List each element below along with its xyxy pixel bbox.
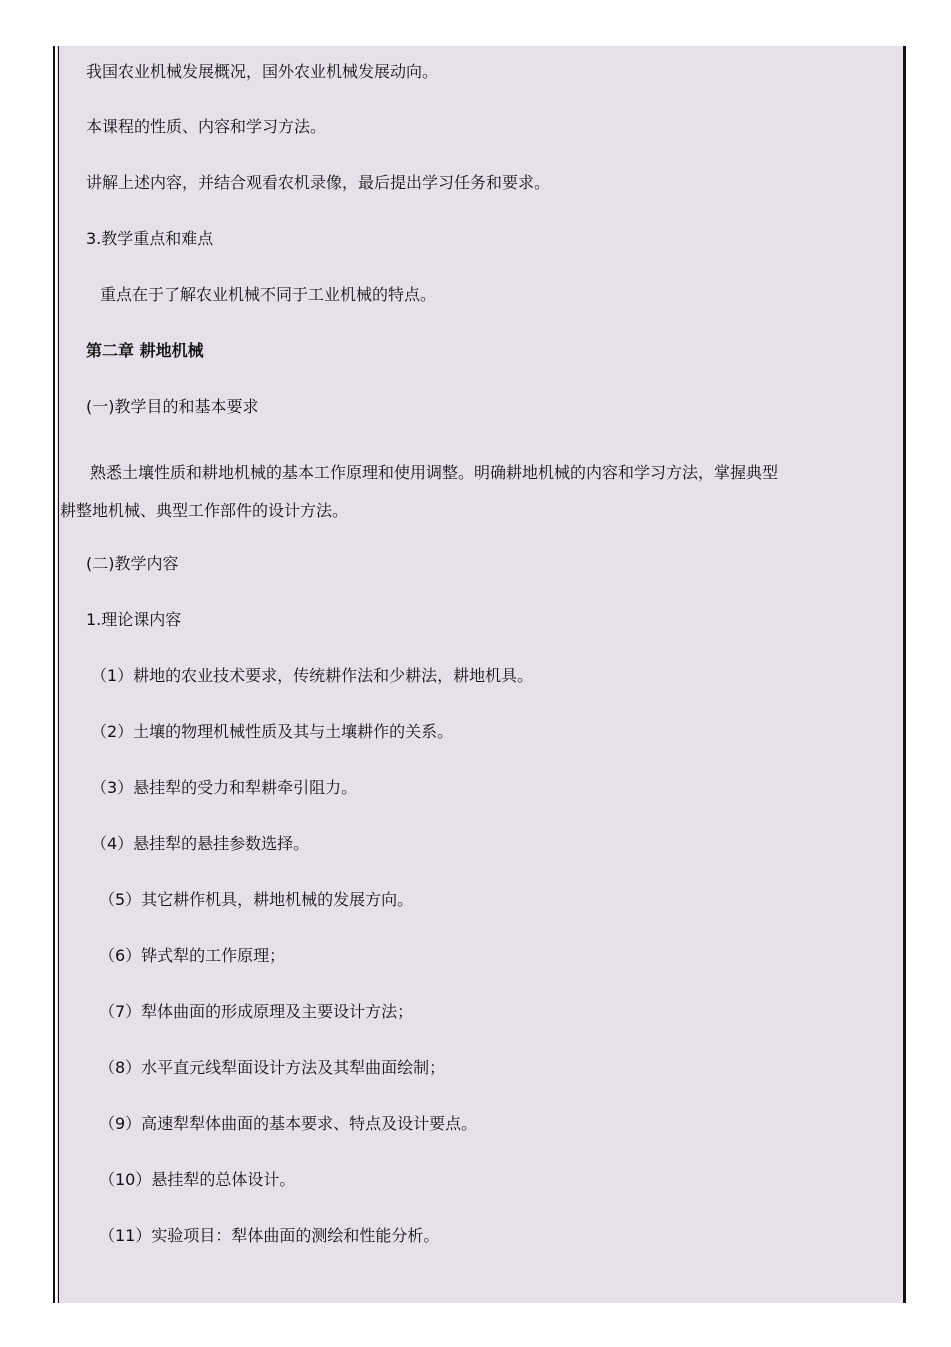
paragraph-teaching-method: 讲解上述内容，并结合观看农机录像，最后提出学习任务和要求。 — [86, 173, 551, 192]
list-item: （1）耕地的农业技术要求，传统耕作法和少耕法，耕地机具。 — [91, 666, 534, 685]
chapter-title: 第二章 耕地机械 — [86, 341, 204, 360]
list-item: （10）悬挂犁的总体设计。 — [99, 1170, 296, 1189]
table-border-left-outer — [53, 46, 55, 1303]
heading-content: (二)教学内容 — [86, 554, 179, 573]
paragraph-key-point-text: 重点在于了解农业机械不同于工业机械的特点。 — [100, 285, 437, 304]
heading-key-points: 3.教学重点和难点 — [86, 229, 214, 248]
list-item: （8）水平直元线犁面设计方法及其犁曲面绘制； — [99, 1058, 446, 1077]
list-item: （3）悬挂犁的受力和犁耕牵引阻力。 — [91, 778, 358, 797]
list-item: （7）犁体曲面的形成原理及主要设计方法； — [99, 1002, 414, 1021]
paragraph-development-overview: 我国农业机械发展概况，国外农业机械发展动向。 — [86, 62, 439, 81]
table-border-left-inner — [58, 46, 59, 1303]
list-item: （11）实验项目：犁体曲面的测绘和性能分析。 — [99, 1226, 440, 1245]
list-item: （6）铧式犁的工作原理； — [99, 946, 286, 965]
heading-theory-content: 1.理论课内容 — [86, 610, 182, 629]
paragraph-objectives-line-1: 熟悉土壤性质和耕地机械的基本工作原理和使用调整。明确耕地机械的内容和学习方法，掌握典型 — [90, 463, 779, 482]
list-item: （4）悬挂犁的悬挂参数选择。 — [91, 834, 310, 853]
table-border-right — [903, 46, 906, 1303]
list-item: （9）高速犁犁体曲面的基本要求、特点及设计要点。 — [99, 1114, 478, 1133]
heading-objectives: (一)教学目的和基本要求 — [86, 397, 259, 416]
list-item: （5）其它耕作机具，耕地机械的发展方向。 — [99, 890, 414, 909]
paragraph-course-nature: 本课程的性质、内容和学习方法。 — [86, 117, 327, 136]
paragraph-objectives-line-2: 耕整地机械、典型工作部件的设计方法。 — [60, 501, 349, 520]
list-item: （2）土壤的物理机械性质及其与土壤耕作的关系。 — [91, 722, 454, 741]
